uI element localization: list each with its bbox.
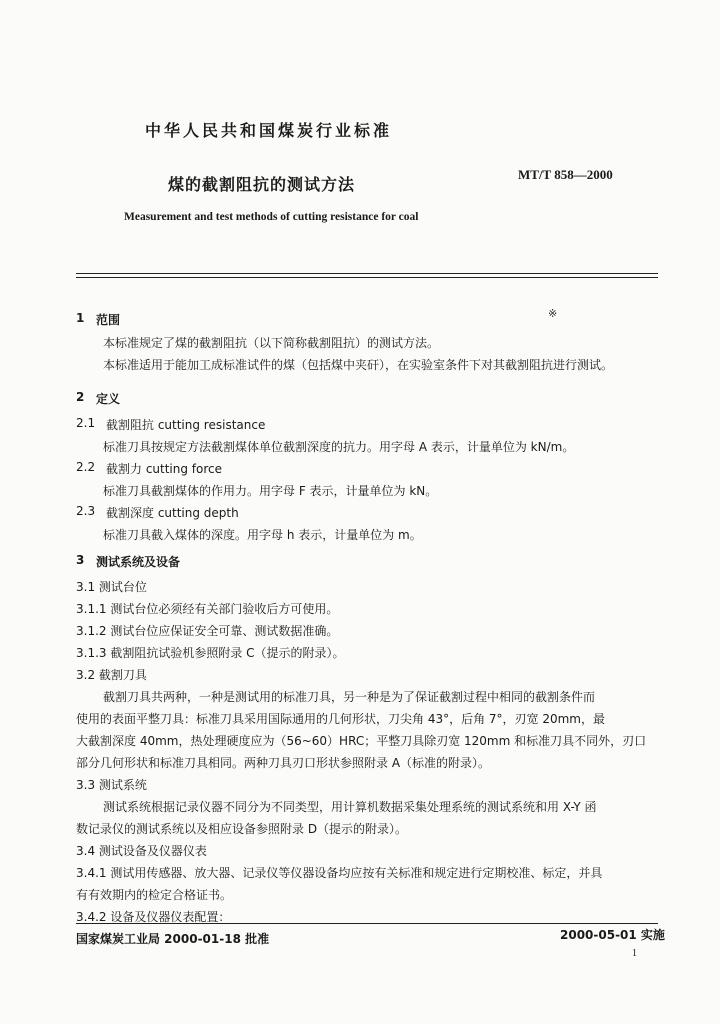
clause-3-2: 3.2 截割刀具	[76, 668, 147, 682]
clause-3-1-3: 3.1.3 截割阻抗试验机参照附录 C（提示的附录）。	[76, 646, 345, 660]
standard-org-header: 中华人民共和国煤炭行业标准	[145, 121, 393, 140]
clause-3-4-2: 3.4.2 设备及仪器仪表配置：	[76, 910, 231, 924]
footer-rule	[76, 923, 658, 924]
clause-3-1-2: 3.1.2 测试台位应保证安全可靠、测试数据准确。	[76, 624, 339, 638]
section-3-number: 3	[76, 553, 85, 567]
definition-2-2-title: 截割力 cutting force	[106, 462, 223, 476]
header-rule-top	[76, 273, 658, 274]
standard-code: MT/T 858—2000	[518, 167, 613, 182]
section-1-paragraph-1: 本标准规定了煤的截割阻抗（以下简称截割阻抗）的测试方法。	[103, 336, 440, 350]
page-number: 1	[632, 948, 637, 959]
page-title: 煤的截割阻抗的测试方法	[168, 175, 356, 194]
clause-3-3-line-1: 测试系统根据记录仪器不同分为不同类型，用计算机数据采集处理系统的测试系统和用 X-Y 函	[103, 800, 597, 814]
definition-2-1-number: 2.1	[76, 416, 96, 430]
clause-3-4-1-line-1: 3.4.1 测试用传感器、放大器、记录仪等仪器设备均应按有关标准和规定进行定期校准、标定，并具	[76, 866, 603, 880]
section-1-title: 范围	[96, 313, 121, 327]
approval-line: 国家煤炭工业局 2000-01-18 批准	[76, 932, 270, 946]
definition-2-2-text: 标准刀具截割煤体的作用力。用字母 F 表示，计量单位为 kN。	[103, 484, 438, 498]
section-3-title: 测试系统及设备	[96, 555, 181, 569]
header-rule-bottom	[76, 277, 658, 278]
clause-3-1: 3.1 测试台位	[76, 580, 147, 594]
definition-2-1-text: 标准刀具按规定方法截割煤体单位截割深度的抗力。用字母 A 表示，计量单位为 kN/m。	[103, 440, 575, 454]
section-1-number: 1	[76, 311, 85, 325]
clause-3-1-1: 3.1.1 测试台位必须经有关部门验收后方可使用。	[76, 602, 339, 616]
clause-3-2-line-4: 部分几何形状和标准刀具相同。两种刀具刃口形状参照附录 A（标准的附录）。	[76, 756, 491, 770]
clause-3-2-line-1: 截割刀具共两种，一种是测试用的标准刀具，另一种是为了保证截割过程中相同的截割条件而	[103, 690, 596, 704]
section-2-title: 定义	[96, 392, 121, 406]
clause-3-4-1-line-2: 有有效期内的检定合格证书。	[76, 888, 233, 902]
definition-2-1-title: 截割阻抗 cutting resistance	[106, 418, 266, 432]
section-1-paragraph-2: 本标准适用于能加工成标准试件的煤（包括煤中夹矸），在实验室条件下对其截割阻抗进行测试。	[103, 358, 614, 372]
english-subtitle: Measurement and test methods of cutting resistance for coal	[124, 211, 419, 223]
definition-2-2-number: 2.2	[76, 460, 96, 474]
effective-date: 2000-05-01 实施	[560, 928, 665, 942]
definition-2-3-number: 2.3	[76, 504, 96, 518]
section-2-number: 2	[76, 390, 85, 404]
clause-3-2-line-2: 使用的表面平整刀具：标准刀具采用国际通用的几何形状，刀尖角 43°，后角 7°，刃宽 20mm，最	[76, 712, 605, 726]
scan-mark: ※	[548, 307, 558, 320]
definition-2-3-text: 标准刀具截入煤体的深度。用字母 h 表示，计量单位为 m。	[103, 528, 422, 542]
clause-3-4: 3.4 测试设备及仪器仪表	[76, 844, 207, 858]
clause-3-3: 3.3 测试系统	[76, 778, 147, 792]
clause-3-2-line-3: 大截割深度 40mm，热处理硬度应为（56~60）HRC；平整刀具除刃宽 120mm 和标准刀具不同外，刃口	[76, 734, 647, 748]
clause-3-3-line-2: 数记录仪的测试系统以及相应设备参照附录 D（提示的附录）。	[76, 822, 408, 836]
definition-2-3-title: 截割深度 cutting depth	[106, 506, 239, 520]
